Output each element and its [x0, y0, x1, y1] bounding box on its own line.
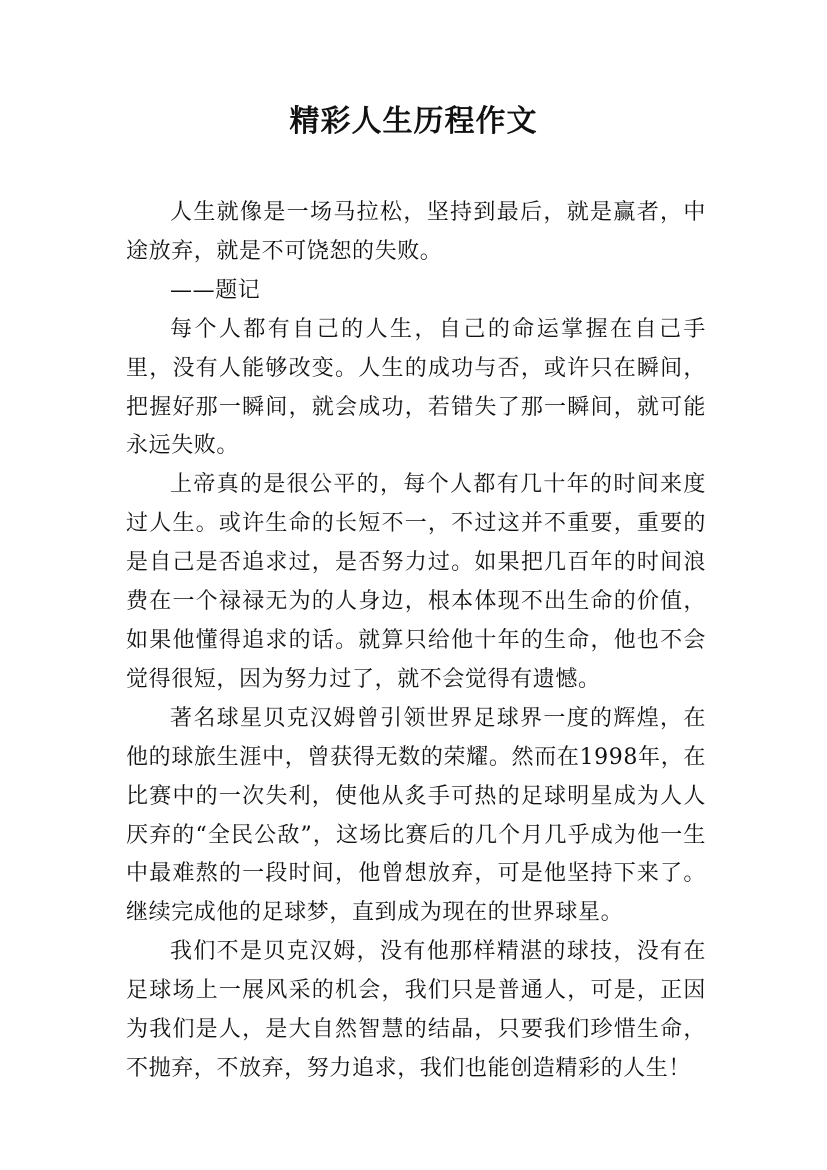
- epigraph-attribution: ——题记: [170, 277, 261, 303]
- body-paragraph: 每个人都有自己的人生，自己的命运掌握在自己手里，没有人能够改变。人生的成功与否，或许只在瞬间，把握好那一瞬间，就会成功，若错失了那一瞬间，就可能永远失败。: [126, 316, 706, 459]
- body-paragraph: 著名球星贝克汉姆曾引领世界足球界一度的辉煌，在他的球旅生涯中，曾获得无数的荣耀。然而在1998年，在比赛中的一次失利，使他从炙手可热的足球明星成为人人厌弃的“全民公敌”，这场比赛后的几个月几乎成为他一生中最难熬的一段时间，他曾想放弃，可是他坚持下来了。继续完成他的足球梦，直到成为现在的世界球星。: [126, 705, 706, 926]
- document-title: 精彩人生历程作文: [289, 104, 538, 139]
- epigraph: 人生就像是一场马拉松，坚持到最后，就是赢者，中途放弃，就是不可饶恕的失败。: [126, 200, 706, 264]
- document-body: [126, 194, 706, 1089]
- body-paragraph: 上帝真的是很公平的，每个人都有几十年的时间来度过人生。或许生命的长短不一，不过这并不重要，重要的是自己是否追求过，是否努力过。如果把几百年的时间浪费在一个禄禄无为的人身边，根本体现不出生命的价值，如果他懂得追求的话。就算只给他十年的生命，他也不会觉得很短，因为努力过了，就不会觉得有遗憾。: [126, 472, 706, 692]
- body-paragraph: 我们不是贝克汉姆，没有他那样精湛的球技，没有在足球场上一展风采的机会，我们只是普通人，可是，正因为我们是人，是大自然智慧的结晶，只要我们珍惜生命，不抛弃，不放弃，努力追求，我们也能创造精彩的人生！: [126, 939, 706, 1081]
